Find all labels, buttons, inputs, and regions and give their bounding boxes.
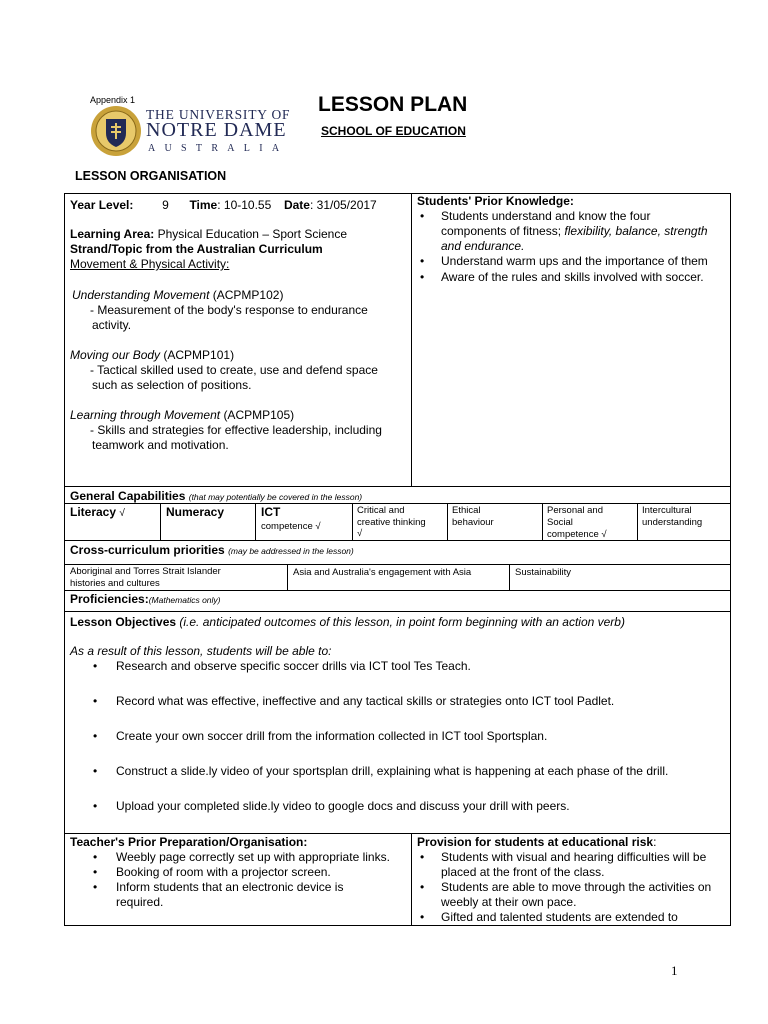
priority-aboriginal-l2: histories and cultures <box>70 578 160 589</box>
bullet: • <box>420 910 425 924</box>
objectives-title: Lesson Objectives <box>70 615 177 629</box>
bullet: • <box>93 880 98 894</box>
topic-line: teamwork and motivation. <box>92 438 229 452</box>
capability-numeracy: Numeracy <box>166 505 225 519</box>
topic-line: - Tactical skilled used to create, use and defend space <box>90 363 378 377</box>
capability-sub: competence <box>261 521 313 532</box>
topic-name: Understanding Movement <box>72 288 210 302</box>
date-value: : 31/05/2017 <box>309 198 377 212</box>
proficiencies-note: (Mathematics only) <box>148 595 221 605</box>
cross-curriculum-heading <box>70 543 354 559</box>
bullet: • <box>93 865 98 879</box>
prior-knowledge-item: Aware of the rules and skills involved with soccer. <box>441 270 704 284</box>
provision-heading <box>417 835 656 850</box>
topic-line: - Skills and strategies for effective leadership, including <box>90 423 382 437</box>
topic-understanding-movement <box>72 288 283 303</box>
tick-icon: √ <box>119 508 125 519</box>
provision-item: Students are able to move through the activities on <box>441 880 712 894</box>
capability-intercultural-l2: understanding <box>642 517 703 528</box>
topic-line: - Measurement of the body's response to endurance <box>90 303 368 317</box>
bullet: • <box>420 850 425 864</box>
bullet: • <box>420 209 425 223</box>
learning-area-value: Physical Education – Sport Science <box>157 227 348 241</box>
learning-area <box>70 227 347 242</box>
topic-code: (ACPMP102) <box>212 288 284 302</box>
tick-icon: √ <box>315 521 321 532</box>
proficiencies-title: Proficiencies: <box>70 592 149 606</box>
capability-personal-l1: Personal and <box>547 505 603 516</box>
strand-subheading: Movement & Physical Activity: <box>70 257 230 271</box>
provision-item: Students with visual and hearing difficulties will be <box>441 850 707 864</box>
capabilities-title: General Capabilities <box>70 489 186 503</box>
capability-ict-sub <box>261 521 321 533</box>
cross-curriculum-note: (may be addressed in the lesson) <box>228 546 354 556</box>
year-value: 9 <box>162 198 169 212</box>
tick-icon: √ <box>357 528 363 539</box>
capability-personal-l2: Social <box>547 517 573 528</box>
capability-critical-l1: Critical and <box>357 505 405 516</box>
bullet: • <box>93 694 98 708</box>
capability-intercultural-l1: Intercultural <box>642 505 692 516</box>
page-number: 1 <box>671 963 678 978</box>
prior-knowledge-item: Students understand and know the four <box>441 209 651 223</box>
preparation-item: Weebly page correctly set up with appropriate links. <box>116 850 390 864</box>
bullet: • <box>93 729 98 743</box>
prior-knowledge-heading: Students' Prior Knowledge: <box>417 194 574 208</box>
provision-item-cont: weebly at their own pace. <box>441 895 577 909</box>
provision-colon: : <box>653 835 657 849</box>
bullet: • <box>93 799 98 813</box>
provision-item-cont: placed at the front of the class. <box>441 865 605 879</box>
priority-asia: Asia and Australia's engagement with Asia <box>293 567 472 578</box>
topic-line: activity. <box>92 318 132 332</box>
objectives-heading <box>70 615 625 630</box>
topic-code: (ACPMP105) <box>223 408 295 422</box>
objective-item: Construct a slide.ly video of your sportsplan drill, explaining what is happening at each phase of the drill. <box>116 764 669 778</box>
topic-learning-through-movement <box>70 408 294 423</box>
prior-text: components of fitness; <box>441 224 562 238</box>
capabilities-note: (that may potentially be covered in the lesson) <box>188 492 363 502</box>
objective-item: Upload your completed slide.ly video to google docs and discuss your drill with peers. <box>116 799 570 813</box>
appendix-label: Appendix 1 <box>90 95 136 105</box>
provision-item: Gifted and talented students are extended to <box>441 910 678 924</box>
topic-moving-our-body <box>70 348 234 363</box>
bullet: • <box>93 850 98 864</box>
section-heading: LESSON ORGANISATION <box>75 169 227 183</box>
capability-ict: ICT <box>261 505 281 519</box>
time-value: : 10-10.55 <box>217 198 272 212</box>
topic-name: Learning through Movement <box>70 408 221 422</box>
objectives-intro: As a result of this lesson, students will be able to: <box>70 644 332 658</box>
cross-curriculum-title: Cross-curriculum priorities <box>70 543 225 557</box>
priority-aboriginal-l1: Aboriginal and Torres Strait Islander <box>70 566 221 577</box>
preparation-item: Booking of room with a projector screen. <box>116 865 331 879</box>
proficiencies <box>70 592 221 608</box>
page-subtitle: SCHOOL OF EDUCATION <box>321 124 466 138</box>
capability-sub: competence <box>547 529 599 540</box>
preparation-item-cont: required. <box>116 895 164 909</box>
lesson-table <box>64 193 731 926</box>
topic-line: such as selection of positions. <box>92 378 252 392</box>
provision-title: Provision for students at educational risk <box>417 835 654 849</box>
bullet: • <box>420 270 425 284</box>
objective-item: Research and observe specific soccer drills via ICT tool Tes Teach. <box>116 659 471 673</box>
capability-ethical-l2: behaviour <box>452 517 494 528</box>
learning-area-label: Learning Area: <box>70 227 155 241</box>
preparation-heading: Teacher's Prior Preparation/Organisation: <box>70 835 308 849</box>
priority-sustainability: Sustainability <box>515 567 571 578</box>
capability-label: Literacy <box>70 505 117 519</box>
strand-heading: Strand/Topic from the Australian Curriculum <box>70 242 323 256</box>
year-label: Year Level: <box>70 198 134 212</box>
time-label: Time <box>189 198 218 212</box>
prior-knowledge-item-cont: and endurance. <box>441 239 525 253</box>
capability-critical-l2: creative thinking <box>357 517 426 528</box>
capabilities-heading <box>70 489 362 505</box>
university-line-3: AUSTRALIA <box>148 143 289 154</box>
bullet: • <box>93 764 98 778</box>
university-line-2: NOTRE DAME <box>146 119 287 141</box>
date-label: Date <box>283 198 310 212</box>
objectives-note: (i.e. anticipated outcomes of this lesson, in point form beginning with an action verb) <box>179 615 625 629</box>
bullet: • <box>420 880 425 894</box>
prior-knowledge-item: Understand warm ups and the importance of them <box>441 254 708 268</box>
prior-text-italic: flexibility, balance, strength <box>564 224 708 238</box>
bullet: • <box>93 659 98 673</box>
topic-code: (ACPMP101) <box>163 348 235 362</box>
prior-knowledge-item-cont <box>441 224 708 239</box>
bullet: • <box>420 254 425 268</box>
university-line-1: THE UNIVERSITY OF <box>146 107 291 122</box>
university-logo <box>90 103 290 159</box>
topic-name: Moving our Body <box>70 348 161 362</box>
capability-ethical-l1: Ethical <box>452 505 481 516</box>
year-level <box>70 198 377 213</box>
crest-icon <box>90 105 142 157</box>
tick-icon: √ <box>601 529 607 540</box>
page-title: LESSON PLAN <box>318 93 468 116</box>
capability-personal-l3 <box>547 529 607 541</box>
objective-item: Create your own soccer drill from the information collected in ICT tool Sportsplan. <box>116 729 548 743</box>
capability-literacy <box>70 505 125 521</box>
objective-item: Record what was effective, ineffective and any tactical skills or strategies onto ICT tool Padlet. <box>116 694 615 708</box>
preparation-item: Inform students that an electronic device is <box>116 880 344 894</box>
